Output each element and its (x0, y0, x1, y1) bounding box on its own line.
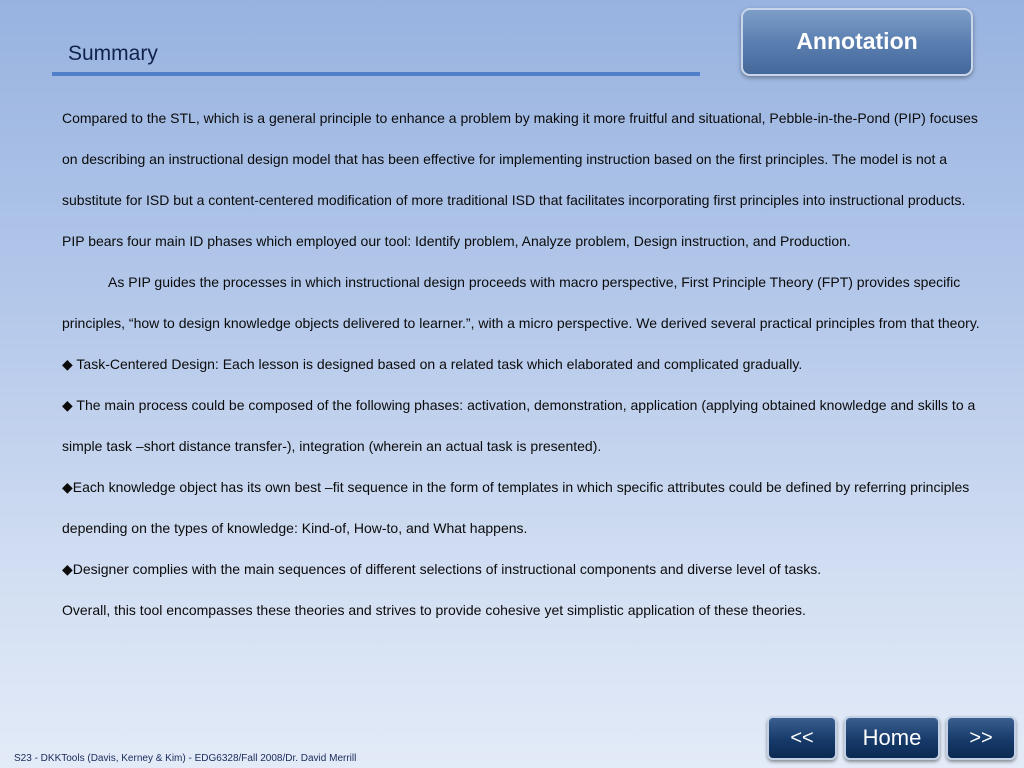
footer-credit: S23 - DKKTools (Davis, Kerney & Kim) - EDG6328/Fall 2008/Dr. David Merrill (14, 753, 357, 764)
bullet-main-process: ◆ The main process could be composed of the following phases: activation, demonstration, application (applying obtained knowledge and skills to a simple task –short distance transfer-), integration (wherein an actual task is presented). (62, 397, 976, 454)
page-title: Summary (68, 42, 158, 65)
bullet-designer: ◆Designer complies with the main sequences of different selections of instructional components and diverse level of tasks. (62, 561, 822, 577)
previous-button[interactable]: << (767, 716, 837, 760)
bullet-knowledge-object: ◆Each knowledge object has its own best –fit sequence in the form of templates in which specific attributes could be defined by referring principles depending on the types of knowledge: Kind-of, How-to, and What happens. (62, 479, 970, 536)
next-button[interactable]: >> (946, 716, 1016, 760)
annotation-button[interactable]: Annotation (741, 8, 973, 76)
paragraph-pip: Compared to the STL, which is a general principle to enhance a problem by making it more fruitful and situational, Pebble-in-the-Pond (PIP) focuses on describing an instructional design model that has been effective for implementing instruction based on the first principles. The model is not a substitute for ISD but a content-centered modification of more traditional ISD that facilitates incorporating first principles into instructional products. PIP bears four main ID phases which employed our tool: Identify problem, Analyze problem, Design instruction, and Production. (62, 110, 978, 249)
bullet-task-centered: ◆ Task-Centered Design: Each lesson is designed based on a related task which elaborated and complicated gradually. (62, 356, 803, 372)
home-button[interactable]: Home (844, 716, 940, 760)
paragraph-fpt: As PIP guides the processes in which instructional design proceeds with macro perspective, First Principle Theory (FPT) provides specific principles, “how to design knowledge objects delivered to learner.”, with a micro perspective. We derived several practical principles from that theory. (62, 274, 980, 331)
paragraph-conclusion: Overall, this tool encompasses these theories and strives to provide cohesive yet simplistic application of these theories. (62, 602, 806, 618)
summary-content (62, 98, 982, 631)
title-underline (52, 72, 700, 76)
